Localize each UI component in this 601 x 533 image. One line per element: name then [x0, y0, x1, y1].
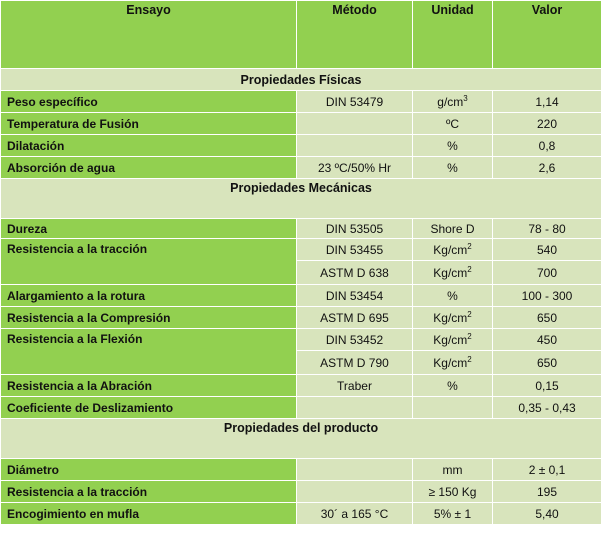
table-row [1, 397, 601, 419]
row-unit: % [413, 285, 493, 307]
row-value: 220 [493, 113, 601, 135]
row-value: 1,14 [493, 91, 601, 113]
header-unidad: Unidad [413, 1, 493, 69]
row-name: Alargamiento a la rotura [1, 285, 297, 307]
row-method [297, 459, 413, 481]
row-method: 30´ a 165 °C [297, 503, 413, 525]
row-method: Traber [297, 375, 413, 397]
row-method [297, 113, 413, 135]
table-row [1, 135, 601, 157]
table-row [1, 329, 601, 351]
table-row [1, 219, 601, 239]
row-name: Encogimiento en mufla [1, 503, 297, 525]
row-value: 540 [493, 239, 601, 261]
section-title: Propiedades Mecánicas [1, 179, 601, 219]
table-row [1, 91, 601, 113]
row-name: Temperatura de Fusión [1, 113, 297, 135]
row-name: Resistencia a la tracción [1, 481, 297, 503]
table-row [1, 459, 601, 481]
row-value: 700 [493, 261, 601, 285]
table-row [1, 239, 601, 261]
row-value: 2,6 [493, 157, 601, 179]
row-name: Dureza [1, 219, 297, 239]
row-value: 450 [493, 329, 601, 351]
row-value: 650 [493, 351, 601, 375]
row-unit: % [413, 157, 493, 179]
row-method [297, 135, 413, 157]
header-row [1, 1, 601, 69]
section-row [1, 69, 601, 91]
row-value: 195 [493, 481, 601, 503]
row-value: 0,35 - 0,43 [493, 397, 601, 419]
row-method: DIN 53452 [297, 329, 413, 351]
row-name: Absorción de agua [1, 157, 297, 179]
row-unit [413, 397, 493, 419]
row-unit: $Kg/cm^2$ [413, 239, 493, 261]
row-unit: ºC [413, 113, 493, 135]
row-method: 23 ºC/50% Hr [297, 157, 413, 179]
row-method [297, 481, 413, 503]
row-name: Dilatación [1, 135, 297, 157]
table-row [1, 503, 601, 525]
row-unit: ≥ 150 Kg [413, 481, 493, 503]
row-value: 650 [493, 307, 601, 329]
table-row [1, 375, 601, 397]
row-method: ASTM D 695 [297, 307, 413, 329]
row-name: Resistencia a la Compresión [1, 307, 297, 329]
row-name: Coeficiente de Deslizamiento [1, 397, 297, 419]
table-row [1, 285, 601, 307]
header-metodo: Método [297, 1, 413, 69]
row-unit: % [413, 135, 493, 157]
row-value: 0,15 [493, 375, 601, 397]
table-row [1, 113, 601, 135]
row-name: Resistencia a la tracción [1, 239, 297, 285]
row-unit: $g/cm^3$ [413, 91, 493, 113]
row-value: 5,40 [493, 503, 601, 525]
row-method [297, 397, 413, 419]
row-method: DIN 53454 [297, 285, 413, 307]
row-unit: 5% ± 1 [413, 503, 493, 525]
row-unit: mm [413, 459, 493, 481]
row-unit: $Kg/cm^2$ [413, 307, 493, 329]
section-row [1, 179, 601, 219]
row-unit: $Kg/cm^2$ [413, 329, 493, 351]
row-method: ASTM D 638 [297, 261, 413, 285]
row-method: ASTM D 790 [297, 351, 413, 375]
row-value: 2 ± 0,1 [493, 459, 601, 481]
table-row [1, 307, 601, 329]
section-row [1, 419, 601, 459]
row-name: Diámetro [1, 459, 297, 481]
row-method: DIN 53479 [297, 91, 413, 113]
row-value: 78 - 80 [493, 219, 601, 239]
row-method: DIN 53455 [297, 239, 413, 261]
row-value: 100 - 300 [493, 285, 601, 307]
row-name: Resistencia a la Flexión [1, 329, 297, 375]
row-name: Resistencia a la Abración [1, 375, 297, 397]
header-ensayo: Ensayo [1, 1, 297, 69]
row-method: DIN 53505 [297, 219, 413, 239]
row-unit: % [413, 375, 493, 397]
section-title: Propiedades del producto [1, 419, 601, 459]
row-name: Peso específico [1, 91, 297, 113]
table-row [1, 481, 601, 503]
section-title: Propiedades Físicas [1, 69, 601, 91]
row-unit: Shore D [413, 219, 493, 239]
row-unit: $Kg/cm^2$ [413, 351, 493, 375]
row-value: 0,8 [493, 135, 601, 157]
row-unit: $Kg/cm^2$ [413, 261, 493, 285]
table-row [1, 157, 601, 179]
header-valor: Valor [493, 1, 601, 69]
